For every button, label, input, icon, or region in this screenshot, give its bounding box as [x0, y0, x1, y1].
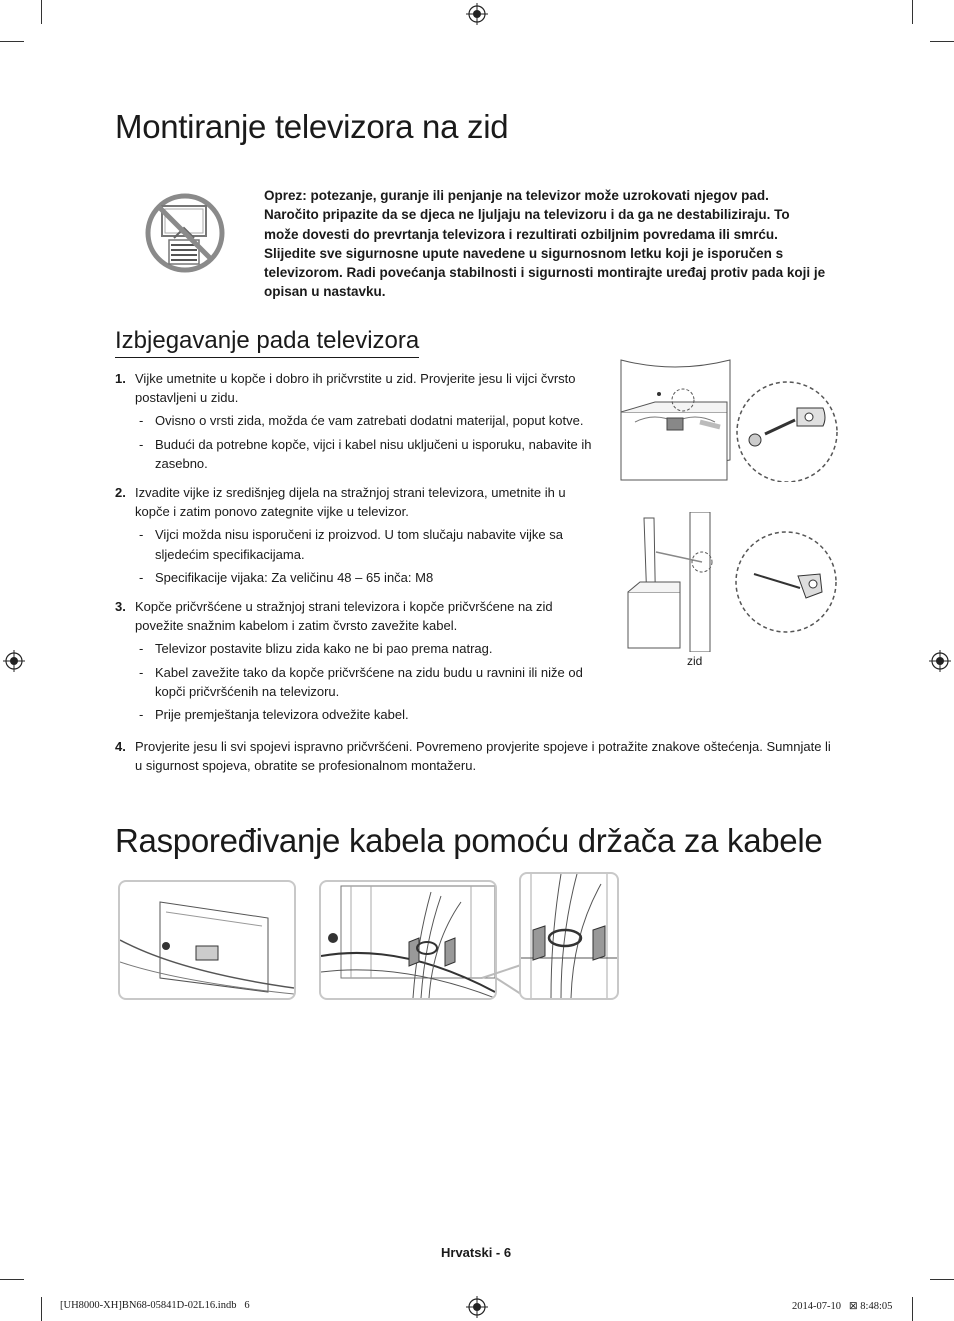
- crop-mark: [930, 41, 954, 42]
- section-subtitle: Izbjegavanje pada televizora: [115, 327, 419, 358]
- registration-mark-icon: [466, 3, 488, 25]
- step-text: Provjerite jesu li svi spojevi ispravno pričvršćeni. Povremeno provjerite spojeve i potražite znakove oštećenja. Sumnjate li u sigurnost spojeva, obratite se profesionalnom montažeru.: [135, 739, 831, 774]
- cable-holder-illustration-2: [319, 880, 497, 1000]
- cable-holder-detail: [519, 872, 619, 1000]
- crop-mark: [41, 0, 42, 24]
- list-item: [115, 483, 595, 587]
- step-text: Izvadite vijke iz središnjeg dijela na stražnjoj strani televizora, umetnite ih u kopče i zatim ponovo zategnite vijke u televizor.: [135, 485, 566, 520]
- crop-mark: [930, 1279, 954, 1280]
- wall-bracket-illustration: [615, 352, 845, 482]
- list-item: [115, 737, 835, 775]
- no-climbing-icon: [144, 192, 226, 274]
- sub-item: - Specifikacije vijaka: Za veličinu 48 – 65 inča: M8: [135, 568, 595, 587]
- cable-holder-illustration-1: [118, 880, 296, 1000]
- page-title: Montiranje televizora na zid: [115, 108, 509, 145]
- step-number: 1.: [115, 371, 126, 386]
- page-number: Hrvatski - 6: [441, 1245, 512, 1260]
- crop-mark: [912, 0, 913, 24]
- registration-mark-icon: [929, 650, 951, 672]
- step-number: 4.: [115, 739, 126, 754]
- sub-item: - Vijci možda nisu isporučeni iz proizvod. U tom slučaju nabavite vijke sa sljedećim specifikacijama.: [135, 525, 595, 563]
- registration-mark-icon: [466, 1296, 488, 1318]
- wall-label: zid: [687, 654, 703, 668]
- step-number: 3.: [115, 599, 126, 615]
- sub-item: - Televizor postavite blizu zida kako ne bi pao prema natrag.: [135, 639, 595, 658]
- crop-mark: [0, 1279, 24, 1280]
- crop-mark: [41, 1297, 42, 1321]
- sub-item: - Kabel zavežite tako da kopče pričvršćene na zidu budu u ravnini ili niže od kopči pričvršćenih na televizoru.: [135, 663, 595, 701]
- wall-cable-illustration: [620, 512, 844, 652]
- registration-mark-icon: [3, 650, 25, 672]
- sub-item: - Ovisno o vrsti zida, možda će vam zatrebati dodatni materijal, poput kotve.: [135, 411, 595, 430]
- list-item: [115, 597, 595, 724]
- print-date-info: 2014-07-10 ⊠ 8:48:05: [792, 1301, 893, 1312]
- step-number: 2.: [115, 485, 126, 501]
- sub-item: - Budući da potrebne kopče, vijci i kabel nisu uključeni u isporuku, nabavite ih zasebno.: [135, 435, 595, 473]
- step-text: Kopče pričvršćene u stražnjoj strani televizora i kopče pričvršćene na zid povežite snažnim kabelom i zatim čvrsto zavežite kabel.: [135, 599, 553, 634]
- crop-mark: [912, 1297, 913, 1321]
- print-file-info: [UH8000-XH]BN68-05841D-02L16.indb 6: [60, 1300, 250, 1311]
- step-text: Vijke umetnite u kopče i dobro ih pričvrstite u zid. Provjerite jesu li vijci čvrsto postavljeni u zidu.: [135, 371, 576, 406]
- list-item: [115, 369, 595, 473]
- crop-mark: [0, 41, 24, 42]
- steps-list: [115, 369, 595, 734]
- section-title: Raspoređivanje kabela pomoću držača za kabele: [115, 822, 823, 859]
- warning-text: Oprez: potezanje, guranje ili penjanje na televizor može uzrokovati njegov pad. Naročito pripazite da se djeca ne ljuljaju na televizoru i da ga ne destabiliziraju. To može dovesti do prevrtanja televizora i rezultirati ozbiljnim povredama ili smrću. Slijedite sve sigurnosne upute navedene u sigurnosnom letku koji je isporučen s televizorom. Radi povećanja stabilnosti i sigurnosti montirajte uređaj protiv pada koji je opisan u nastavku.: [264, 188, 826, 300]
- steps-list: [115, 737, 835, 785]
- sub-item: - Prije premještanja televizora odvežite kabel.: [135, 705, 595, 724]
